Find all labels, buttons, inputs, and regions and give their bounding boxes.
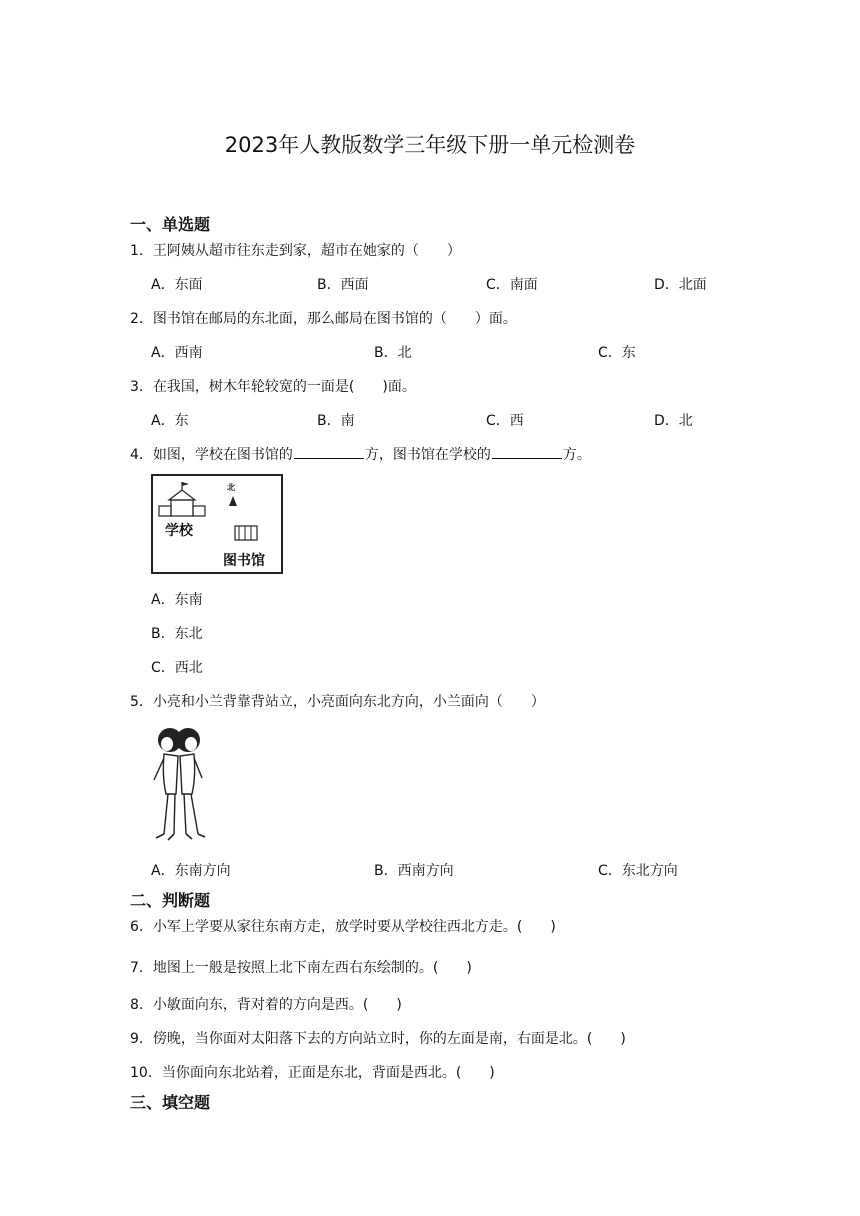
q1-option-b[interactable]: B．西面 [317,277,369,293]
section-heading-true-false: 二、判断题 [130,891,211,910]
north-label: 北 [227,483,235,492]
library-label: 图书馆 [223,553,265,569]
q4-text-b: 方，图书馆在学校的 [364,447,491,463]
q2-option-a[interactable]: A．西南 [151,345,203,361]
q2-option-c[interactable]: C．东 [598,345,636,361]
q3-option-a[interactable]: A．东 [151,413,189,429]
q5-option-a[interactable]: A．东南方向 [151,863,231,879]
q1-option-c[interactable]: C．南面 [486,277,538,293]
q2-option-b[interactable]: B．北 [374,345,412,361]
question-7: 7．地图上一般是按照上北下南左西右东绘制的。( ) [130,960,472,976]
school-label: 学校 [165,523,193,539]
q5-option-b[interactable]: B．西南方向 [374,863,454,879]
q3-option-b[interactable]: B．南 [317,413,355,429]
section-heading-fill-in: 三、填空题 [130,1093,211,1112]
question-10: 10．当你面向东北站着，正面是东北，背面是西北。( ) [130,1065,495,1081]
page-title: 2023年人教版数学三年级下册一单元检测卷 [224,133,636,157]
q4-text-c: 方。 [562,447,591,463]
section-heading-single-choice: 一、单选题 [130,215,211,234]
q4-blank-1[interactable] [294,444,364,459]
q4-option-b[interactable]: B．东北 [151,626,203,642]
q1-option-d[interactable]: D．北面 [654,277,707,293]
q4-map-figure [151,474,283,574]
back-to-back-children-illustration [148,722,210,844]
q5-option-c[interactable]: C．东北方向 [598,863,678,879]
question-9: 9．傍晚，当你面对太阳落下去的方向站立时，你的左面是南，右面是北。( ) [130,1031,626,1047]
q3-option-d[interactable]: D．北 [654,413,693,429]
question-4 [130,444,591,464]
q4-text-a: 4．如图，学校在图书馆的 [130,447,293,463]
question-6: 6．小军上学要从家往东南方走，放学时要从学校往西北方走。( ) [130,919,556,935]
question-8: 8．小敏面向东，背对着的方向是西。( ) [130,997,402,1013]
question-1: 1．王阿姨从超市往东走到家，超市在她家的（ ） [130,243,461,259]
question-3: 3．在我国，树木年轮较宽的一面是( )面。 [130,379,416,395]
q4-option-c[interactable]: C．西北 [151,660,203,676]
q4-blank-2[interactable] [492,444,562,459]
question-2: 2．图书馆在邮局的东北面，那么邮局在图书馆的（ ）面。 [130,311,517,327]
question-5: 5．小亮和小兰背靠背站立，小亮面向东北方向，小兰面向（ ） [130,694,545,710]
q1-option-a[interactable]: A．东面 [151,277,203,293]
q3-option-c[interactable]: C．西 [486,413,524,429]
q4-option-a[interactable]: A．东南 [151,592,203,608]
